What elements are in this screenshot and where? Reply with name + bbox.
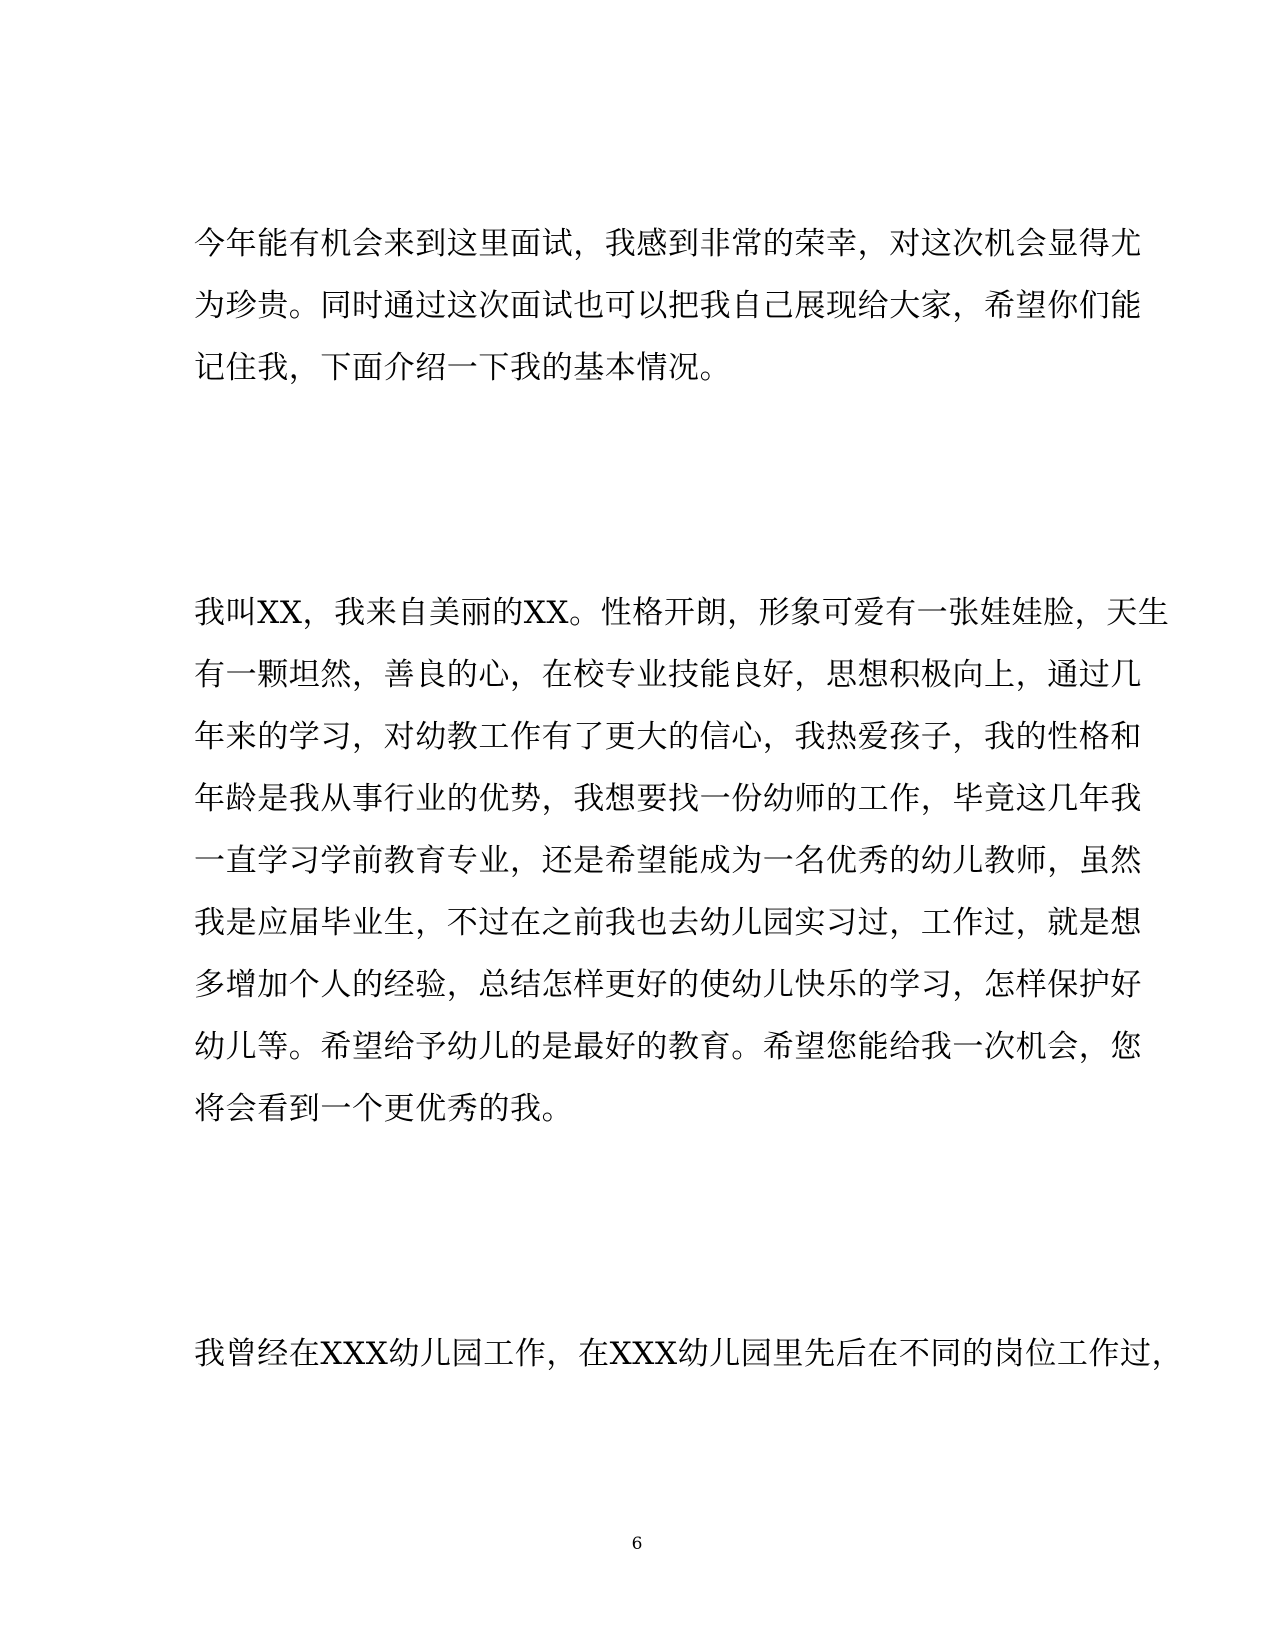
text-line: 我是应届毕业生，不过在之前我也去幼儿园实习过，工作过，就是想 [194,905,1142,941]
text-line: 我曾经在XXX幼儿园工作，在XXX幼儿园里先后在不同的岗位工作过， [194,1336,1184,1372]
text-line: 年来的学习，对幼教工作有了更大的信心，我热爱孩子，我的性格和 [194,719,1142,755]
text-line: 为珍贵。同时通过这次面试也可以把我自己展现给大家，希望你们能 [194,288,1142,324]
text-line: 有一颗坦然，善良的心，在校专业技能良好，思想积极向上，通过几 [194,657,1142,693]
page-number: 6 [631,1534,643,1554]
text-line: 多增加个人的经验，总结怎样更好的使幼儿快乐的学习，怎样保护好 [194,967,1142,1003]
text-line: 年龄是我从事行业的优势，我想要找一份幼师的工作，毕竟这几年我 [194,781,1142,817]
text-line: 今年能有机会来到这里面试，我感到非常的荣幸，对这次机会显得尤 [194,226,1142,262]
text-line: 记住我，下面介绍一下我的基本情况。 [194,350,732,386]
text-line: 幼儿等。希望给予幼儿的是最好的教育。希望您能给我一次机会，您 [194,1029,1142,1065]
text-line: 将会看到一个更优秀的我。 [194,1091,574,1127]
text-line: 我叫XX，我来自美丽的XX。性格开朗，形象可爱有一张娃娃脸，天生 [194,595,1170,631]
text-line: 一直学习学前教育专业，还是希望能成为一名优秀的幼儿教师，虽然 [194,843,1142,879]
